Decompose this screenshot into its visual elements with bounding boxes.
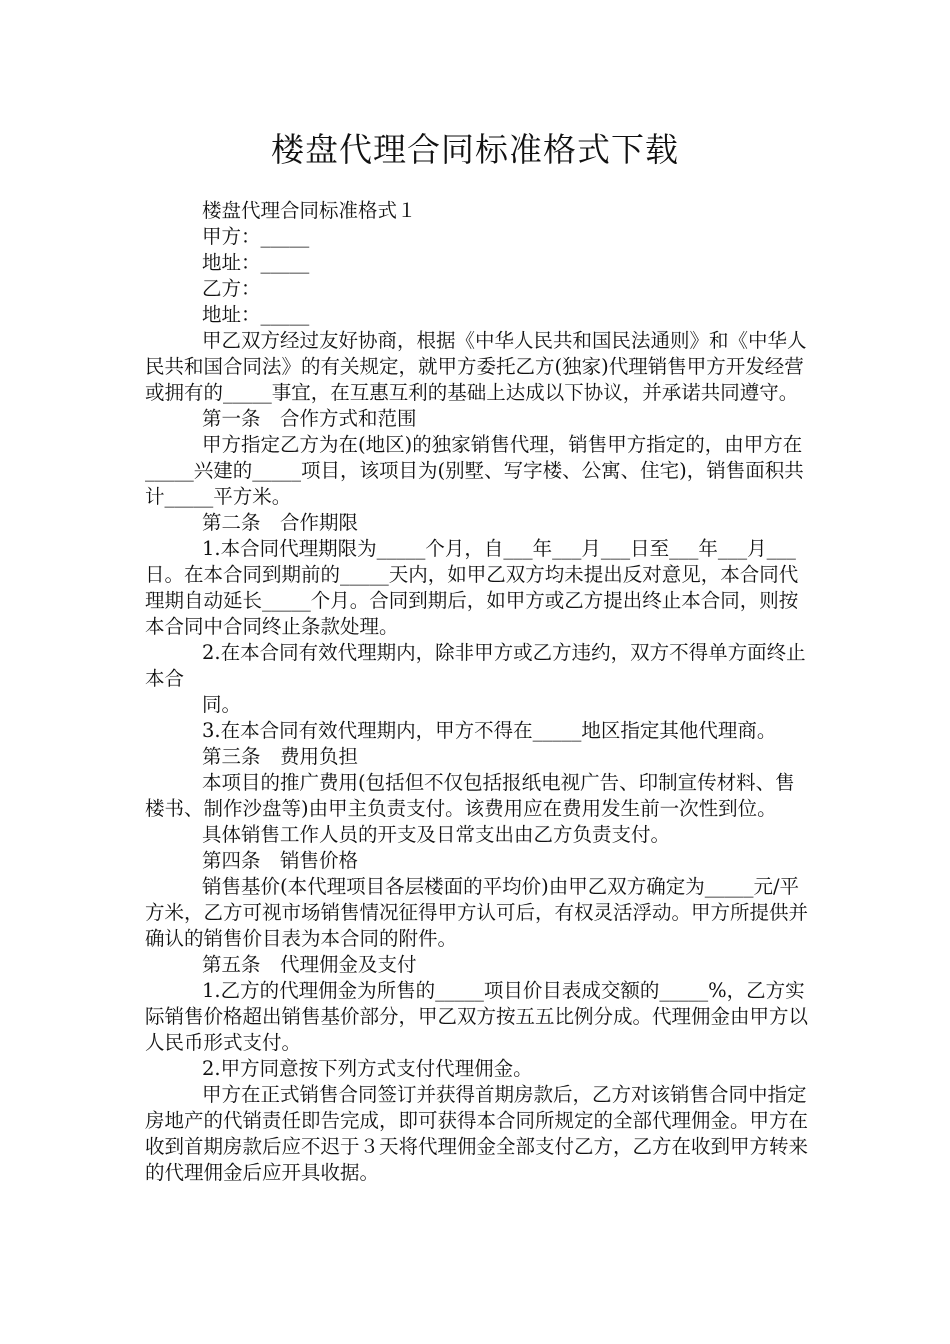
document-body: [145, 198, 810, 1186]
article-1-heading: 第一条 合作方式和范围: [202, 407, 417, 430]
article-3-paragraph-2: 具体销售工作人员的开支及日常支出由乙方负责支付。: [202, 823, 671, 846]
article-5-heading: 第五条 代理佣金及支付: [202, 953, 417, 976]
party-a-address-line: 地址：_____: [202, 251, 310, 274]
contract-subtitle: 楼盘代理合同标准格式１: [202, 199, 417, 222]
article-1-paragraph: 甲方指定乙方为在(地区)的独家销售代理，销售甲方指定的，由甲方在_____兴建的_____项目，该项目为(别墅、写字楼、公寓、住宅)，销售面积共计_____平方米。: [145, 433, 804, 508]
article-4-heading: 第四条 销售价格: [202, 849, 359, 872]
article-5-payment-paragraph: 甲方在正式销售合同签订并获得首期房款后，乙方对该销售合同中指定房地产的代销责任即告完成，即可获得本合同所规定的全部代理佣金。甲方在收到首期房款后应不迟于３天将代理佣金全部支付乙方，乙方在收到甲方转来的代理佣金后应开具收据。: [145, 1083, 809, 1184]
article-3-paragraph-1: 本项目的推广费用(包括但不仅包括报纸电视广告、印制宣传材料、售楼书、制作沙盘等)由甲主负责支付。该费用应在费用发生前一次性到位。: [145, 771, 795, 820]
article-2-clause-1: 1.本合同代理期限为_____个月，自___年___月___日至___年___月___日。在本合同到期前的_____天内，如甲乙双方均未提出反对意见，本合同代理期自动延长_____个月。合同到期后，如甲方或乙方提出终止本合同，则按本合同中合同终止条款处理。: [145, 537, 799, 638]
article-5-clause-2: 2.甲方同意按下列方式支付代理佣金。: [202, 1057, 533, 1080]
preamble-paragraph: 甲乙双方经过友好协商，根据《中华人民共和国民法通则》和《中华人民共和国合同法》的有关规定，就甲方委托乙方(独家)代理销售甲方开发经营或拥有的_____事宜，在互惠互利的基础上达成以下协议，并承诺共同遵守。: [145, 329, 807, 404]
article-4-paragraph: 销售基价(本代理项目各层楼面的平均价)由甲乙双方确定为_____元/平方米，乙方可视市场销售情况征得甲方认可后，有权灵活浮动。甲方所提供并确认的销售价目表为本合同的附件。: [145, 875, 809, 950]
article-2-clause-2-continued: 同。: [202, 693, 242, 716]
article-2-clause-2: 2.在本合同有效代理期内，除非甲方或乙方违约，双方不得单方面终止本合: [145, 641, 806, 690]
document-title: 楼盘代理合同标准格式下载: [271, 130, 679, 169]
article-2-heading: 第二条 合作期限: [202, 511, 359, 534]
party-b-line: 乙方：: [202, 277, 261, 300]
article-3-heading: 第三条 费用负担: [202, 745, 359, 768]
article-5-clause-1: 1.乙方的代理佣金为所售的_____项目价目表成交额的_____%，乙方实际销售价格超出销售基价部分，甲乙双方按五五比例分成。代理佣金由甲方以人民币形式支付。: [145, 979, 809, 1054]
party-b-address-line: 地址：_____: [202, 303, 310, 326]
party-a-line: 甲方：_____: [202, 225, 310, 248]
article-2-clause-3: 3.在本合同有效代理期内，甲方不得在_____地区指定其他代理商。: [202, 719, 777, 742]
